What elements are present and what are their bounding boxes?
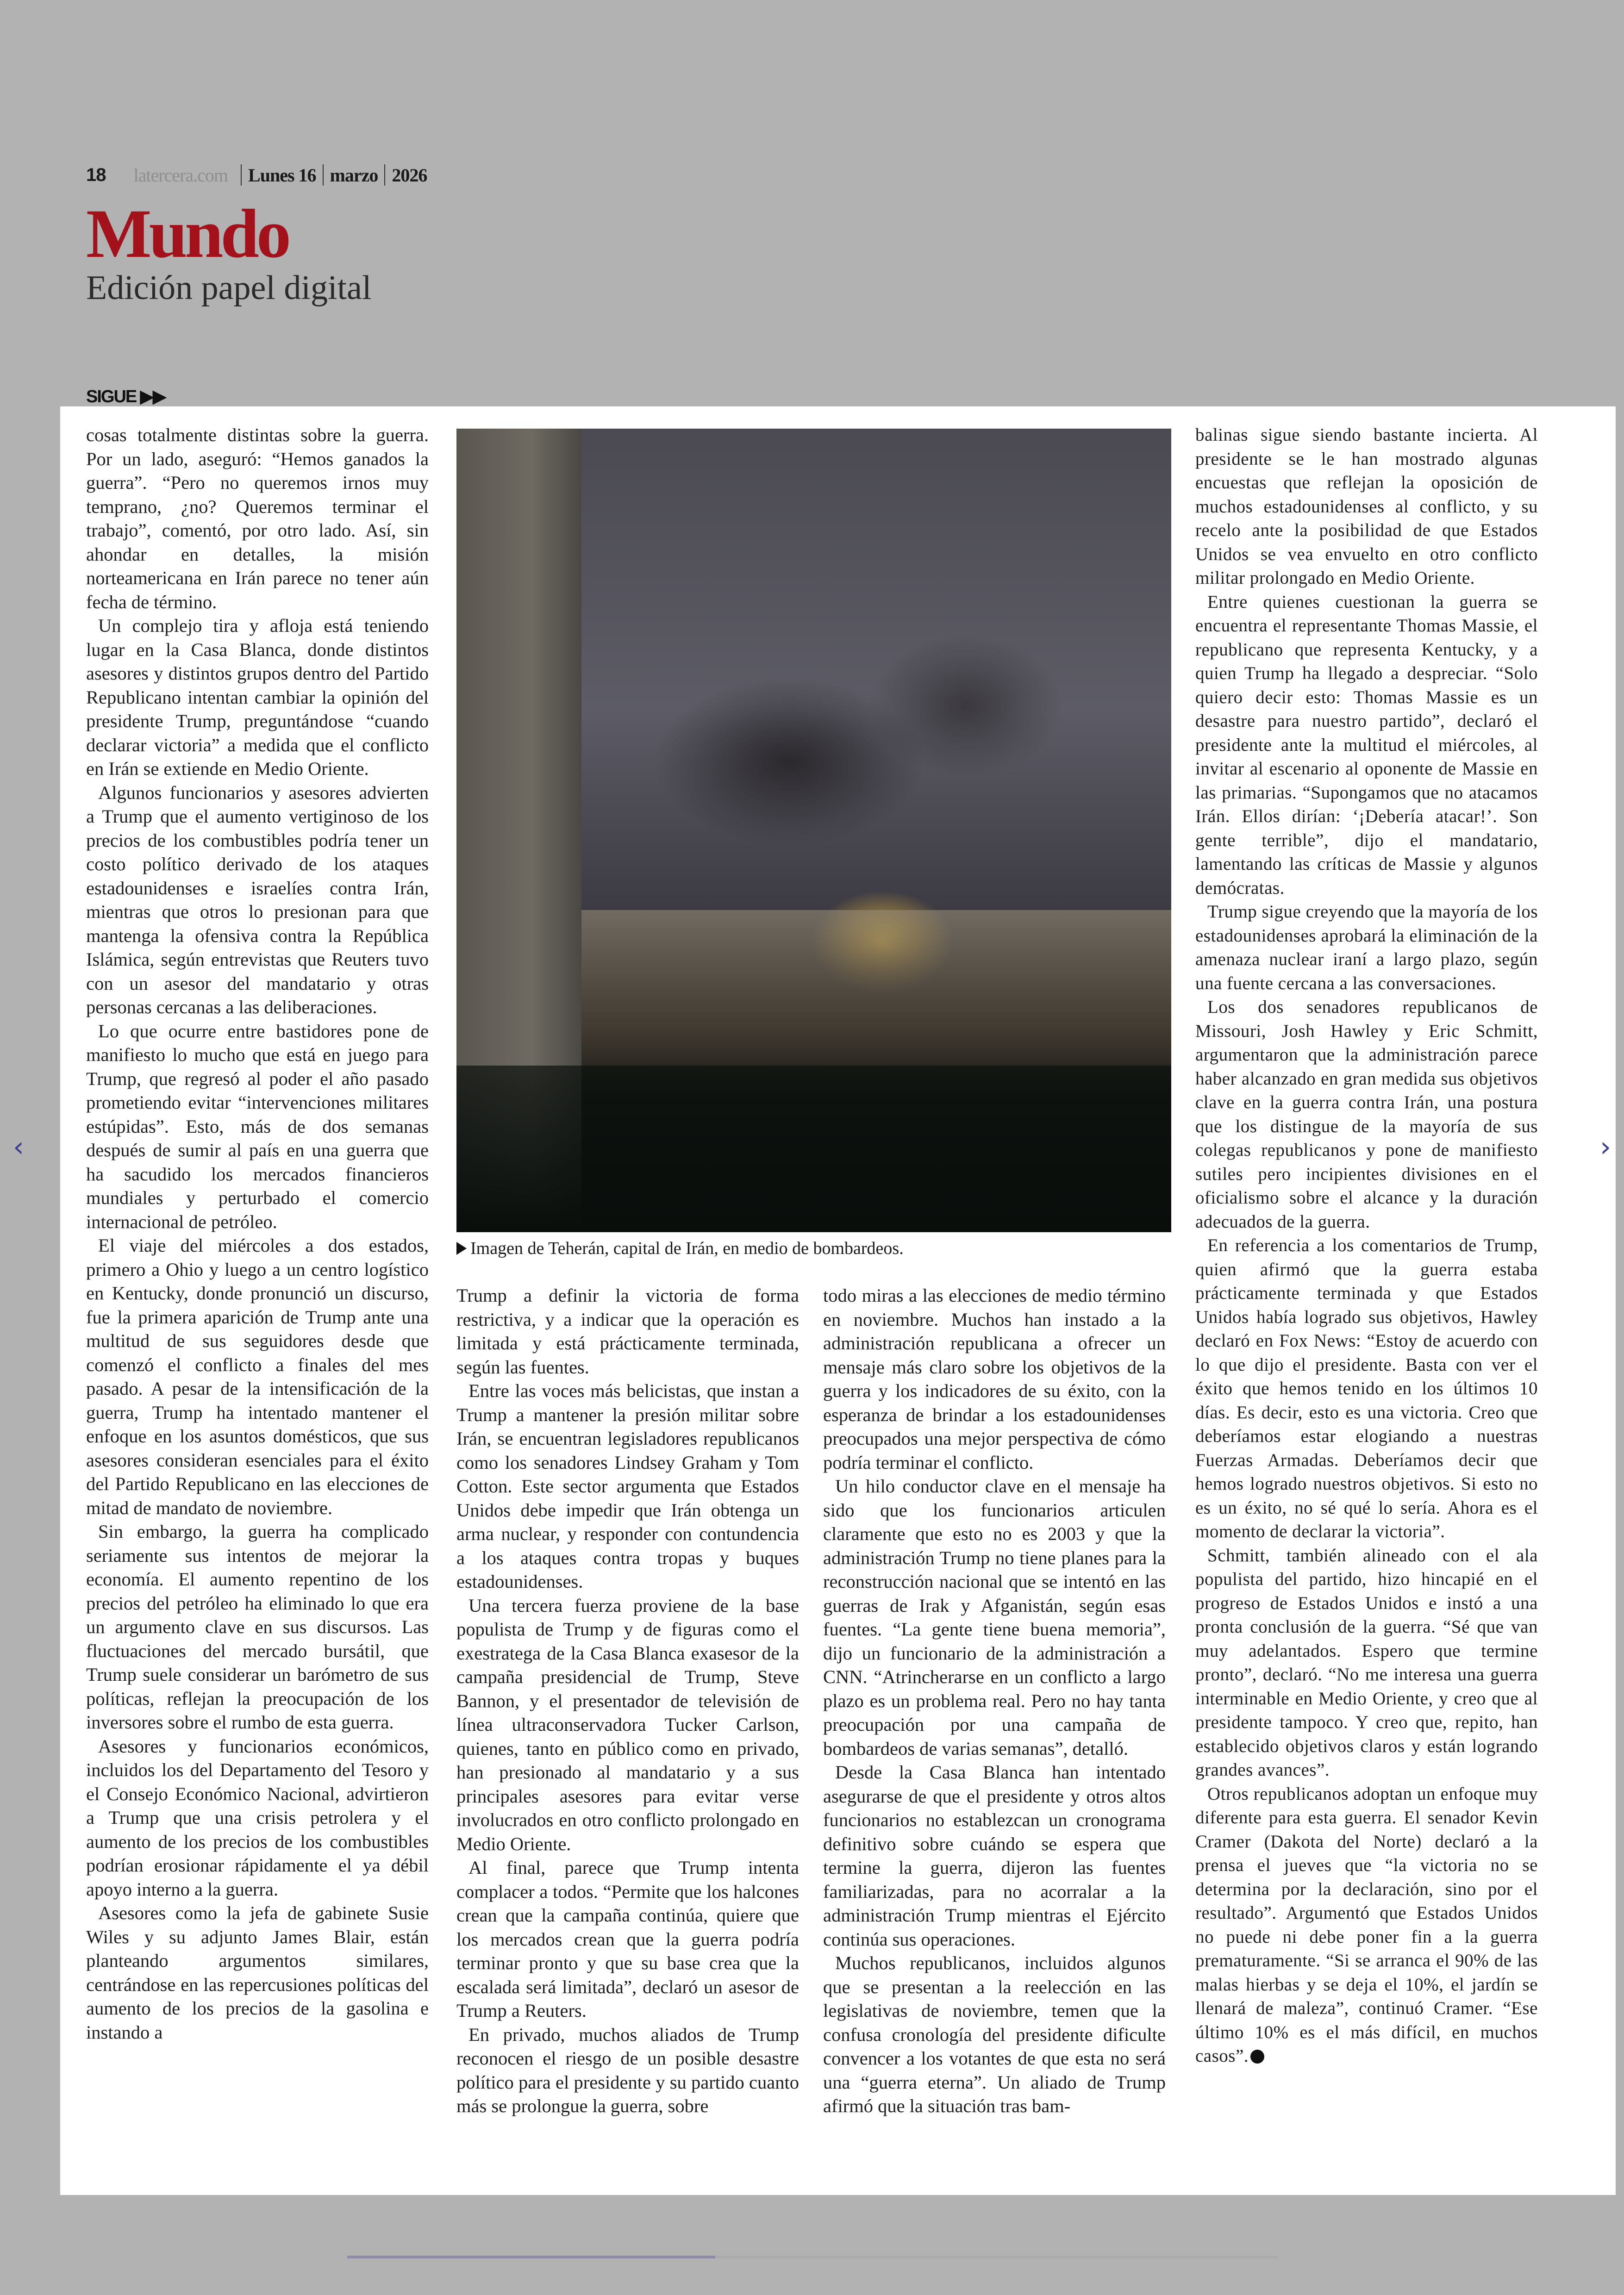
paragraph: Asesores como la jefa de gabinete Susie Wiles y su adjunto James Blair, están planteando argumentos similares, centrándose en las repercusiones políticas del aumento de los precios de la gasolina e instando a	[86, 1902, 429, 2043]
paragraph: En referencia a los comentarios de Trump, quien afirmó que la guerra estaba prácticamente terminada y que Estados Unidos había logrado sus objetivos, Hawley declaró en Fox News: “Estoy de acuerdo con lo que dijo el presidente. Basta con ver el éxito que hemos tenido en los últimos 10 días. Es decir, esto es una victoria. Creo que deberíamos estar elogiando a nuestras Fuerzas Armadas. Deberíamos decir que hemos logrado nuestros objetivos. Si esto no es un éxito, no sé qué lo sería. Ahora es el momento de declarar la victoria”.	[1195, 1235, 1538, 1541]
article-column-2	[456, 1284, 799, 2118]
paragraph: Algunos funcionarios y asesores advierten a Trump que el aumento vertiginoso de los precios de los combustibles podría tener un costo político derivado de los ataques estadounidenses e israelíes contra Irán, mientras que otros lo presionan para que mantenga la ofensiva contra la República Islámica, según entrevistas que Reuters tuvo con un asesor del mandatario y otras personas cercanas a las deliberaciones.	[86, 782, 429, 1017]
date-weekday-day: Lunes 16	[248, 164, 316, 186]
paragraph: Asesores y funcionarios económicos, incluidos los del Departamento del Tesoro y el Consejo Económico Nacional, advirtieron a Trump que una crisis petrolera y el aumento de los precios de los combustibles podrían erosionar rápidamente el ya débil apoyo interno a la guerra.	[86, 1735, 429, 1900]
paragraph: Trump sigue creyendo que la mayoría de los estadounidenses aprobará la eliminación de la amenaza nuclear iraní a largo plazo, según una fuente cercana a las conversaciones.	[1195, 902, 1538, 993]
caption-triangle-icon	[456, 1242, 467, 1255]
paragraph: Lo que ocurre entre bastidores pone de manifiesto lo mucho que está en juego para Trump, que regresó al poder el año pasado prometiendo evitar “intervenciones militares estúpidas”. Esto, más de dos semanas después de sumir al país en una guerra que ha sacudido los mercados financieros mundiales y perturbado el comercio internacional de petróleo.	[86, 1020, 429, 1232]
divider	[241, 164, 242, 186]
paragraph: Un complejo tira y afloja está teniendo lugar en la Casa Blanca, donde distintos asesores y distintos grupos dentro del Partido Republicano intentan cambiar la opinión del presidente Trump, preguntándose “cuando declarar victoria” a medida que el conflicto en Irán se extiende en Medio Oriente.	[86, 615, 429, 779]
paragraph: Entre quienes cuestionan la guerra se encuentra el representante Thomas Massie, el republicano que representa Kentucky, y a quien Trump ha llegado a despreciar. “Solo quiero decir esto: Thomas Massie es un desastre para nuestro partido”, declaró el presidente ante la multitud el miércoles, al invitar al escenario al oponente de Massie en las primarias. “Supongamos que no atacamos Irán. Ellos dirían: ‘¡Debería atacar!’. Son gente terrible”, dijo el mandatario, lamentando las críticas de Massie y algunos demócratas.	[1195, 592, 1538, 898]
article-column-1	[86, 423, 429, 2044]
article-photo	[456, 429, 1171, 1232]
paragraph: Entre las voces más belicistas, que instan a Trump a mantener la presión militar sobre Irán, se encuentran legisladores republicanos como los senadores Lindsey Graham y Tom Cotton. Este sector argumenta que Estados Unidos debe impedir que Irán obtenga un arma nuclear, y responder con contundencia a los ataques contra tropas y buques estadounidenses.	[456, 1380, 799, 1592]
divider	[323, 164, 324, 186]
paragraph: todo miras a las elecciones de medio término en noviembre. Muchos han instado a la administración republicana a ofrecer un mensaje más claro sobre los objetivos de la guerra y los indicadores de su éxito, con la esperanza de brindar a los estadounidenses preocupados una mejor perspectiva de cómo podría terminar el conflicto.	[823, 1285, 1166, 1473]
photo-trees	[456, 1066, 1171, 1232]
paragraph: Un hilo conductor clave en el mensaje ha sido que los funcionarios articulen claramente que esto no es 2003 y que la administración Trump no tiene planes para la reconstrucción nacional que se intentó en las guerras de Irak y Afganistán, según esas fuentes. “La gente tiene buena memoria”, dijo un funcionario de la administración a CNN. “Atrincherarse en un conflicto a largo plazo es un problema real. Pero no hay tanta preocupación por una campaña de bombardeos de varias semanas”, detalló.	[823, 1476, 1166, 1759]
end-of-article-dot-icon	[1250, 2050, 1264, 2064]
section-title: Mundo	[86, 195, 288, 272]
paragraph: Desde la Casa Blanca han intentado asegurarse de que el presidente y otros altos funcionarios no establezcan un cronograma definitivo sobre cuándo se espera que termine la guerra, dijeron las fuentes familiarizadas, para no acorralar a la administración Trump mientras el Ejército continúa sus operaciones.	[823, 1762, 1166, 1950]
date-year: 2026	[392, 164, 427, 186]
paragraph: Al final, parece que Trump intenta complacer a todos. “Permite que los halcones crean que la campaña continúa, quiere que los mercados crean que la guerra podría terminar pronto y que su base crea que la escalada será limitada”, declaró un asesor de Trump a Reuters.	[456, 1857, 799, 2021]
previous-page-chevron-icon[interactable]: ‹	[13, 1131, 24, 1163]
page-header	[86, 161, 427, 189]
caption-text: Imagen de Teherán, capital de Irán, en medio de bombardeos.	[470, 1239, 904, 1258]
article-column-3	[823, 1284, 1166, 2118]
paragraph: Schmitt, también alineado con el ala populista del partido, hizo hincapié en el progreso de Estados Unidos e instó a una pronta conclusión de la guerra. “Sé que van muy adelantados. Espero que termine pronto”, declaró. “No me interesa una guerra interminable en Medio Oriente, y creo que al presidente tampoco. Y creo que, repito, han establecido objetivos claros y están logrando grandes avances”.	[1195, 1545, 1538, 1780]
paragraph: Los dos senadores republicanos de Missouri, Josh Hawley y Eric Schmitt, argumentaron que la administración parece haber alcanzado en gran medida sus objetivos clave en la guerra contra Irán, una postura que los distingue de la mayoría de sus colegas republicanos y pone de manifiesto sutiles pero incipientes divisiones en el oficialismo sobre el alcance y la duración adecuados de la guerra.	[1195, 997, 1538, 1232]
section-subtitle: Edición papel digital	[86, 269, 372, 307]
paragraph-text: Otros republicanos adoptan un enfoque muy diferente para esta guerra. El senador Kevin Cramer (Dakota del Norte) declaró a la prensa el jueves que “la victoria no se determina por la declaración, sino por el resultado”. Argumentó que Estados Unidos no puede ni debe poner fin a la guerra prematuramente. “Si se arranca el 90% de las malas hierbas y se deja el 10%, el jardín se llenará de maleza”, continuó Cramer. “Ese último 10% es el más difícil, en muchos casos”.	[1195, 1784, 1538, 2066]
date-month: marzo	[330, 164, 378, 186]
page-progress-fill	[347, 2256, 715, 2258]
paragraph-last	[1195, 1782, 1538, 2068]
divider	[384, 164, 385, 186]
page-progress-scrollbar[interactable]	[347, 2256, 1278, 2258]
paragraph: Una tercera fuerza proviene de la base populista de Trump y de figuras como el exestratega de la Casa Blanca exasesor de la campaña presidencial de Trump, Steve Bannon, y el presentador de televisión de línea ultraconservadora Tucker Carlson, quienes, tanto en público como en privado, han presionado al mandatario y a sus principales asesores para evitar verse involucrados en otro conflicto prolongado en Medio Oriente.	[456, 1595, 799, 1854]
paragraph: En privado, muchos aliados de Trump reconocen el riesgo de un posible desastre político para el presidente y su partido cuanto más se prolongue la guerra, sobre	[456, 2024, 799, 2116]
site-name: latercera.com	[133, 164, 228, 186]
paragraph: Trump a definir la victoria de forma restrictiva, y a indicar que la operación es limitada y está prácticamente terminada, según las fuentes.	[456, 1285, 799, 1378]
newspaper-page	[60, 406, 1616, 2195]
paragraph: balinas sigue siendo bastante incierta. Al presidente se le han mostrado algunas encuestas que reflejan la oposición de muchos estadounidenses al conflicto, y su recelo ante la posibilidad de que Estados Unidos se vea envuelto en otro conflicto militar prolongado en Medio Oriente.	[1195, 425, 1538, 588]
paragraph: cosas totalmente distintas sobre la guerra. Por un lado, aseguró: “Hemos ganados la guerra”. “Pero no queremos irnos muy temprano, ¿no? Queremos terminar el trabajo”, comentó, por otro lado. Así, sin ahondar en detalles, la misión norteamericana en Irán parece no tener aún fecha de término.	[86, 424, 429, 612]
paragraph: El viaje del miércoles a dos estados, primero a Ohio y luego a un centro logístico en Kentucky, donde pronunció un discurso, fue la primera aparición de Trump ante una multitud de sus seguidores desde que comenzó el conflicto a finales del mes pasado. A pesar de la intensificación de la guerra, Trump ha intentado mantener el enfoque en los asuntos domésticos, que sus asesores consideran esenciales para el éxito del Partido Republicano en las elecciones de mitad de mandato de noviembre.	[86, 1235, 429, 1518]
next-page-chevron-icon[interactable]: ›	[1600, 1131, 1611, 1163]
paragraph: Muchos republicanos, incluidos algunos que se presentan a la reelección en las legislativas de noviembre, temen que la confusa cronología del presidente dificulte convencer a los votantes de que esta no será una “guerra eterna”. Un aliado de Trump afirmó que la situación tras bam-	[823, 1952, 1166, 2116]
article-column-4	[1195, 423, 1538, 2068]
photo-caption	[456, 1240, 904, 1257]
paragraph: Sin embargo, la guerra ha complicado seriamente sus intentos de mejorar la economía. El aumento repentino de los precios del petróleo ha eliminado lo que era un argumento clave en sus discursos. Las fluctuaciones del mercado bursátil, que Trump suele considerar un barómetro de sus políticas, reflejan la preocupación de los inversores sobre el rumbo de esta guerra.	[86, 1521, 429, 1733]
continues-label: SIGUE ▶▶	[86, 387, 166, 406]
page-number: 18	[86, 164, 106, 185]
